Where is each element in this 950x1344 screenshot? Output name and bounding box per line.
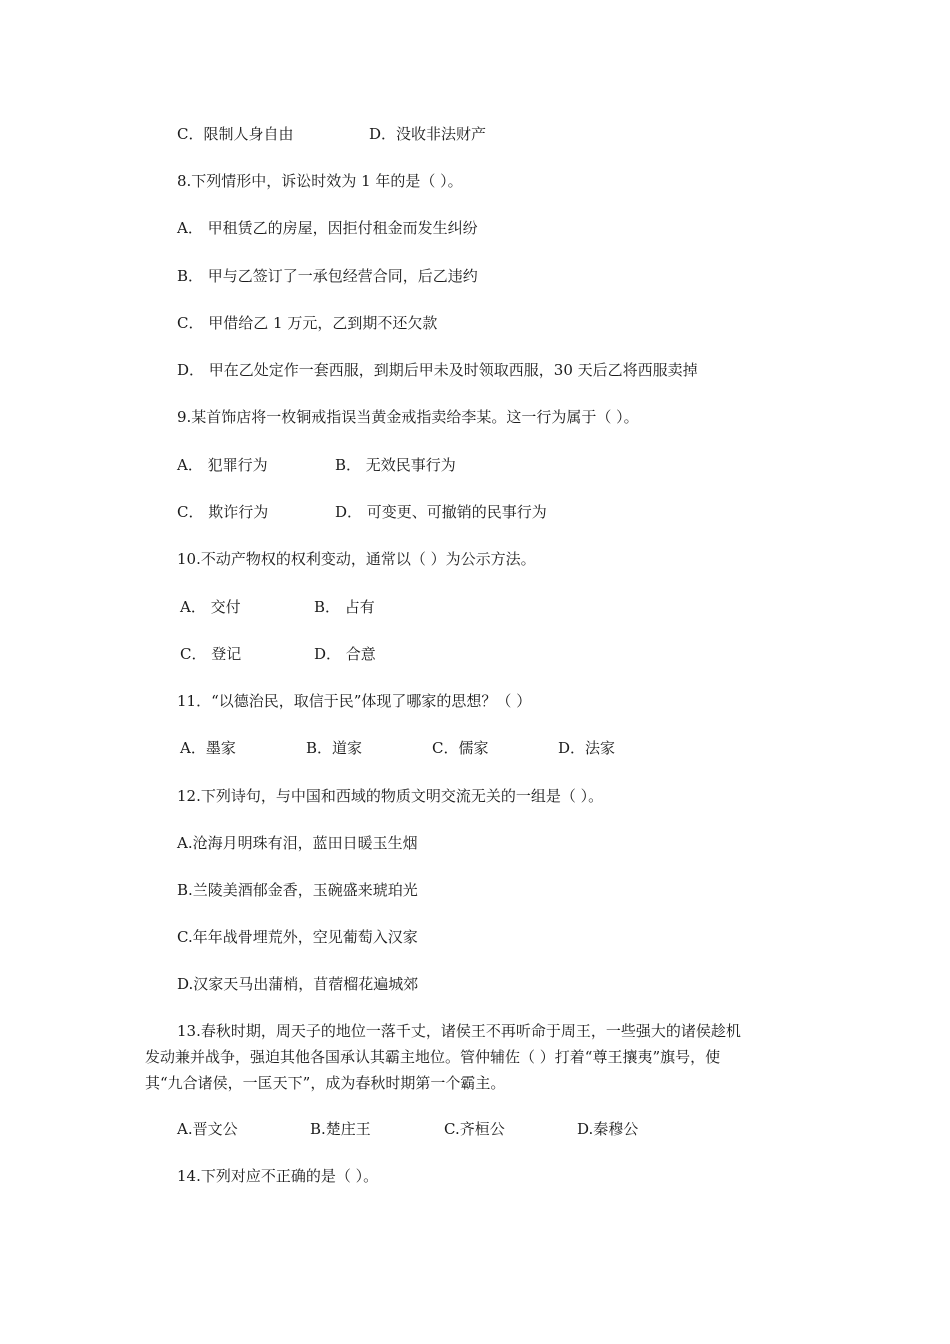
- q12-option-d: D.汉家天马出蒲梢，苜蓿榴花遍城郊: [177, 975, 419, 993]
- q13-option-a: A.晋文公: [177, 1120, 238, 1138]
- q13-question-line-1: 13.春秋时期，周天子的地位一落千丈，诸侯王不再听命于周王，一些强大的诸侯趁机: [177, 1022, 741, 1040]
- q10-option-b: B． 占有: [314, 598, 375, 616]
- q11-option-c: C．儒家: [432, 739, 489, 757]
- q12-option-b: B.兰陵美酒郁金香，玉碗盛来琥珀光: [177, 881, 418, 899]
- q8-option-c: C． 甲借给乙 1 万元，乙到期不还欠款: [177, 314, 438, 332]
- q12-option-a: A.沧海月明珠有泪，蓝田日暖玉生烟: [177, 834, 418, 852]
- q11-option-a: A．墨家: [180, 739, 236, 757]
- q12-option-c: C.年年战骨埋荒外，空见葡萄入汉家: [177, 928, 418, 946]
- q8-option-a: A． 甲租赁乙的房屋，因拒付租金而发生纠纷: [177, 219, 478, 237]
- q12-question: 12.下列诗句，与中国和西域的物质文明交流无关的一组是（ ）。: [177, 787, 604, 805]
- q13-question-line-2: 发动兼并战争，强迫其他各国承认其霸主地位。管仲辅佐（ ）打着“尊王攘夷”旗号，使: [145, 1048, 721, 1066]
- q10-question: 10.不动产物权的权利变动，通常以（ ）为公示方法。: [177, 550, 536, 568]
- q8-option-d: D． 甲在乙处定作一套西服，到期后甲未及时领取西服，30 天后乙将西服卖掉: [177, 361, 698, 379]
- q10-option-a: A． 交付: [180, 598, 241, 616]
- q9-option-d: D． 可变更、可撤销的民事行为: [335, 503, 547, 521]
- q9-question: 9.某首饰店将一枚铜戒指误当黄金戒指卖给李某。这一行为属于（ ）。: [177, 408, 639, 426]
- q11-option-b: B．道家: [306, 739, 363, 757]
- q13-question-line-3: 其“九合诸侯，一匡天下”，成为春秋时期第一个霸主。: [145, 1074, 506, 1092]
- q11-question: 11．“以德治民，取信于民”体现了哪家的思想？（ ）: [177, 692, 532, 710]
- q14-question: 14.下列对应不正确的是（ ）。: [177, 1167, 379, 1185]
- q10-option-c: C． 登记: [180, 645, 242, 663]
- q13-option-d: D.秦穆公: [577, 1120, 639, 1138]
- q7-option-d: D．没收非法财产: [369, 125, 487, 143]
- q8-option-b: B． 甲与乙签订了一承包经营合同，后乙违约: [177, 267, 478, 285]
- q10-option-d: D． 合意: [314, 645, 376, 663]
- q13-option-c: C.齐桓公: [444, 1120, 505, 1138]
- q11-option-d: D．法家: [558, 739, 616, 757]
- q8-question: 8.下列情形中，诉讼时效为 1 年的是（ ）。: [177, 172, 463, 190]
- q13-option-b: B.楚庄王: [310, 1120, 371, 1138]
- q9-option-a: A． 犯罪行为: [177, 456, 268, 474]
- q9-option-b: B． 无效民事行为: [335, 456, 456, 474]
- q7-option-c: C．限制人身自由: [177, 125, 294, 143]
- q9-option-c: C． 欺诈行为: [177, 503, 269, 521]
